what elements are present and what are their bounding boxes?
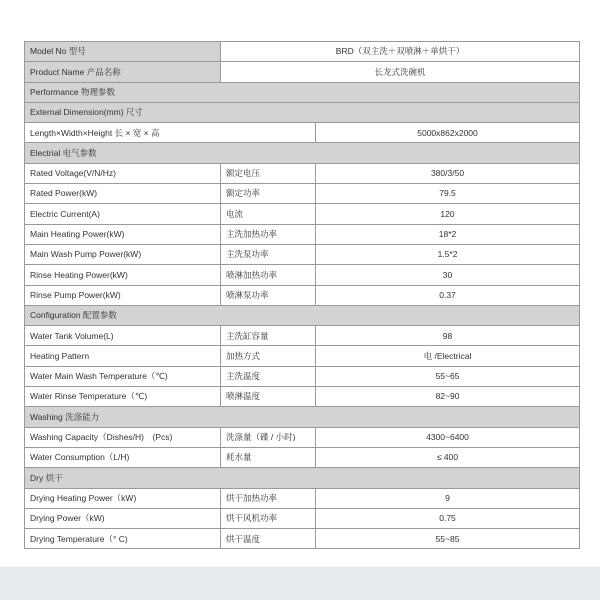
- section-row: [25, 468, 580, 488]
- table-row: [25, 265, 580, 285]
- dimension-label: Length×Width×Height 长 × 宽 × 高: [25, 123, 316, 143]
- table-row: [25, 366, 580, 386]
- row-label-cn: 喷淋温度: [221, 387, 316, 407]
- row-value: 电 /Electrical: [316, 346, 580, 366]
- row-value: 120: [316, 204, 580, 224]
- row-label-en: Washing Capacity（Dishes/H) (Pcs): [25, 427, 221, 447]
- product-name-label: Product Name 产品名称: [25, 62, 221, 82]
- section-row: [25, 407, 580, 427]
- spec-table: [24, 41, 580, 549]
- section-washing: Washing 洗涤能力: [25, 407, 580, 427]
- table-row: [25, 62, 580, 82]
- table-row: [25, 163, 580, 183]
- row-label-cn: 喷淋加热功率: [221, 265, 316, 285]
- section-configuration: Configuration 配置参数: [25, 305, 580, 325]
- section-electrial: Electrial 电气参数: [25, 143, 580, 163]
- section-performance: Performance 物理参数: [25, 82, 580, 102]
- section-row: [25, 143, 580, 163]
- section-row: [25, 82, 580, 102]
- row-value: 18*2: [316, 224, 580, 244]
- table-row: [25, 326, 580, 346]
- table-row: [25, 346, 580, 366]
- section-external-dimension: External Dimension(mm) 尺寸: [25, 102, 580, 122]
- row-label-en: Water Rinse Temperature（℃): [25, 387, 221, 407]
- row-value: 380/3/50: [316, 163, 580, 183]
- model-value: BRD（双主洗＋双喷淋＋单烘干）: [221, 42, 580, 62]
- section-dry: Dry 烘干: [25, 468, 580, 488]
- row-label-cn: 额定功率: [221, 184, 316, 204]
- row-value: 1.5*2: [316, 244, 580, 264]
- table-row: [25, 488, 580, 508]
- row-label-cn: 烘干加热功率: [221, 488, 316, 508]
- row-label-en: Rated Power(kW): [25, 184, 221, 204]
- row-value: 55~85: [316, 529, 580, 549]
- row-label-cn: 主洗加热功率: [221, 224, 316, 244]
- section-row: [25, 102, 580, 122]
- row-label-en: Main Wash Pump Power(kW): [25, 244, 221, 264]
- bottom-band: [0, 567, 600, 600]
- row-label-cn: 耗水量: [221, 447, 316, 467]
- row-label-cn: 主洗温度: [221, 366, 316, 386]
- row-value: 82~90: [316, 387, 580, 407]
- table-row: [25, 508, 580, 528]
- row-label-en: Rinse Heating Power(kW): [25, 265, 221, 285]
- product-name-value: 长龙式洗碗机: [221, 62, 580, 82]
- row-label-en: Drying Temperature（° C): [25, 529, 221, 549]
- table-row: [25, 184, 580, 204]
- row-label-cn: 烘干风机功率: [221, 508, 316, 528]
- table-row: [25, 427, 580, 447]
- row-label-en: Drying Power（kW): [25, 508, 221, 528]
- table-row: [25, 244, 580, 264]
- row-label-cn: 烘干温度: [221, 529, 316, 549]
- row-label-cn: 主洗缸容量: [221, 326, 316, 346]
- row-label-en: Water Main Wash Temperature（℃): [25, 366, 221, 386]
- table-row: [25, 123, 580, 143]
- row-value: 4300~6400: [316, 427, 580, 447]
- row-label-en: Heating Pattern: [25, 346, 221, 366]
- row-label-cn: 喷淋泵功率: [221, 285, 316, 305]
- table-row: [25, 387, 580, 407]
- table-row: [25, 285, 580, 305]
- section-row: [25, 305, 580, 325]
- row-value: 98: [316, 326, 580, 346]
- row-value: 30: [316, 265, 580, 285]
- row-label-en: Water Consumption（L/H): [25, 447, 221, 467]
- row-label-cn: 电流: [221, 204, 316, 224]
- table-row: [25, 447, 580, 467]
- row-label-en: Electric Current(A): [25, 204, 221, 224]
- row-value: ≤ 400: [316, 447, 580, 467]
- table-row: [25, 529, 580, 549]
- row-label-en: Rated Voltage(V/N/Hz): [25, 163, 221, 183]
- dimension-value: 5000x862x2000: [316, 123, 580, 143]
- row-label-en: Water Tank Volume(L): [25, 326, 221, 346]
- table-row: [25, 42, 580, 62]
- row-value: 9: [316, 488, 580, 508]
- row-value: 0.75: [316, 508, 580, 528]
- model-label: Model No 型号: [25, 42, 221, 62]
- row-label-cn: 额定电压: [221, 163, 316, 183]
- table-row: [25, 204, 580, 224]
- row-value: 0.37: [316, 285, 580, 305]
- row-label-cn: 加热方式: [221, 346, 316, 366]
- table-row: [25, 224, 580, 244]
- row-label-en: Main Heating Power(kW): [25, 224, 221, 244]
- row-label-en: Drying Heating Power（kW): [25, 488, 221, 508]
- row-value: 79.5: [316, 184, 580, 204]
- row-label-cn: 主洗泵功率: [221, 244, 316, 264]
- row-value: 55~65: [316, 366, 580, 386]
- row-label-en: Rinse Pump Power(kW): [25, 285, 221, 305]
- row-label-cn: 洗涤量（碟 / 小时): [221, 427, 316, 447]
